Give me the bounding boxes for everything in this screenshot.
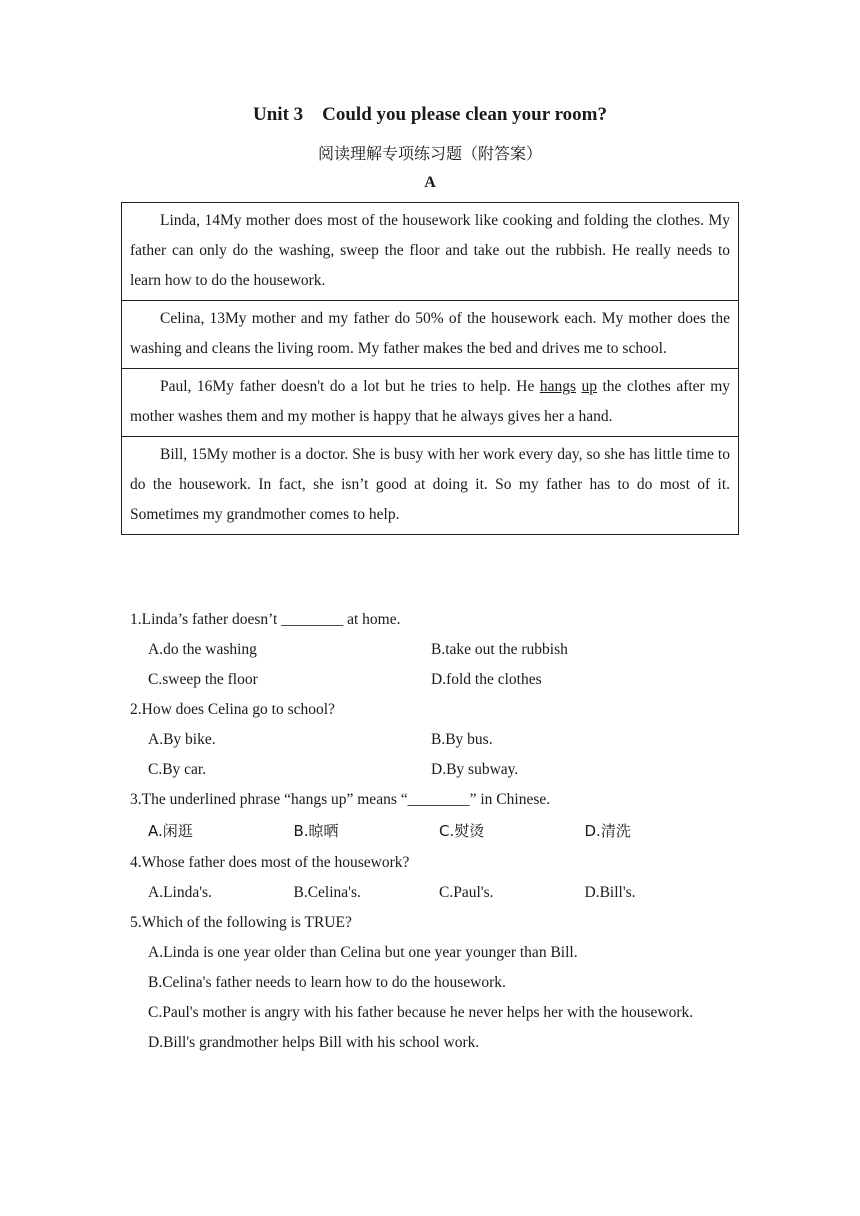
option-a (148, 815, 294, 848)
passage-lead: Paul, 16 (160, 378, 213, 395)
passage-lead: Linda, 14 (160, 212, 220, 229)
passage-text: My father doesn't do a lot but he tries to help. He (212, 378, 540, 395)
passage-row (122, 437, 739, 535)
option-a: A.Linda is one year older than Celina but one year younger than Bill. (148, 944, 578, 961)
section-label: A (424, 174, 436, 191)
option-text: D.清洗 (584, 822, 631, 840)
option-b: B.Celina's. (293, 884, 361, 901)
option-c: C.By car. (148, 761, 207, 778)
passage-text: My mother and my father do 50% of the housework each. My mother does the washing and cleans the living room. My father makes the bed and drives me to school. (130, 310, 730, 357)
question-stem: 4.Whose father does most of the housework? (130, 854, 410, 871)
option-row (130, 725, 730, 755)
passage-row (122, 301, 739, 369)
option-text: C.熨烫 (439, 822, 485, 840)
question-3 (130, 785, 730, 848)
option-c: C.Paul's mother is angry with his father because he never helps her with the housework. (148, 1004, 694, 1021)
option-d (585, 815, 731, 848)
passage-bill (122, 437, 739, 535)
passage-row (122, 203, 739, 301)
option-row (130, 755, 730, 785)
question-stem: 1.Linda’s father doesn’t ________ at home. (130, 611, 401, 628)
passage-linda (122, 203, 739, 301)
page-subtitle: 阅读理解专项练习题（附答案） (317, 144, 542, 163)
option-b (294, 815, 440, 848)
underlined-word-hangs: hangs (539, 378, 576, 395)
option-d: D.Bill's. (584, 884, 636, 901)
passage-lead: Bill, 15 (160, 446, 207, 463)
option-c: C.sweep the floor (148, 671, 258, 688)
passage-text: My mother does most of the housework like cooking and folding the clothes. My father can only do the washing, sweep the floor and take out the rubbish. He really needs to learn how to do the housework. (130, 212, 731, 289)
option-b: B.take out the rubbish (431, 641, 568, 658)
page-title: Unit 3 Could you please clean your room? (253, 104, 607, 125)
passage-celina (122, 301, 739, 369)
option-c: C.Paul's. (439, 884, 494, 901)
question-2 (130, 695, 730, 785)
question-list (130, 605, 730, 1058)
option-row (130, 635, 730, 665)
passage-text: My mother is a doctor. She is busy with her work every day, so she has little time to do the housework. In fact, she isn’t good at doing it. So my father has to do most of it. Sometimes my grandmother comes to help. (130, 446, 730, 523)
option-text: A.闲逛 (148, 822, 193, 840)
option-b: B.Celina's father needs to learn how to do the housework. (148, 974, 506, 991)
passage-row (122, 369, 739, 437)
question-1 (130, 605, 730, 695)
option-d: D.By subway. (431, 761, 519, 778)
option-c (439, 815, 585, 848)
passage-paul (122, 369, 739, 437)
passage-lead: Celina, 13 (160, 310, 226, 327)
question-stem: 2.How does Celina go to school? (130, 701, 335, 718)
question-stem: 5.Which of the following is TRUE? (130, 914, 352, 931)
option-b: B.By bus. (431, 731, 493, 748)
option-text: B.晾晒 (293, 822, 339, 840)
passage-table (121, 202, 739, 535)
option-row (130, 815, 730, 848)
option-a: A.Linda's. (148, 884, 212, 901)
option-row (130, 878, 730, 908)
passage-text: the clothes after my mother washes them and my mother is happy that he always gives her a hand. (130, 378, 731, 425)
option-a: A.do the washing (148, 641, 257, 658)
option-d: D.Bill's grandmother helps Bill with his school work. (148, 1034, 480, 1051)
question-5 (130, 908, 730, 1058)
question-stem: 3.The underlined phrase “hangs up” means “________” in Chinese. (130, 791, 551, 808)
option-row (130, 665, 730, 695)
option-a: A.By bike. (148, 731, 216, 748)
option-d: D.fold the clothes (431, 671, 542, 688)
underlined-word-up: up (581, 378, 597, 395)
question-4 (130, 848, 730, 908)
